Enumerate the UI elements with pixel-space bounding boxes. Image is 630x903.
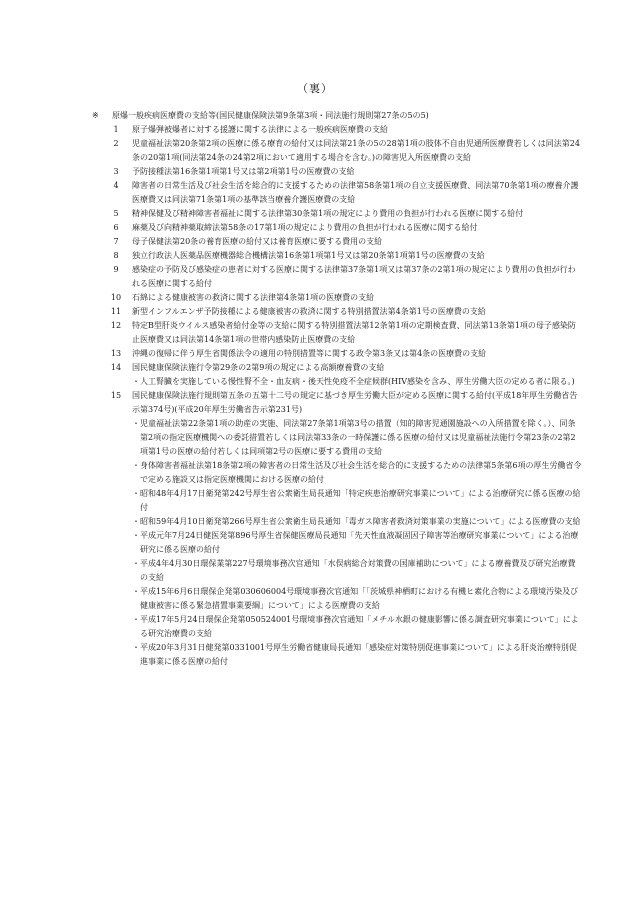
item-number: 3 <box>113 167 119 176</box>
item-text: 感染症の予防及び感染症の患者に対する医療に関する法律第37条第1項又は第37条の2第1項の規定により費用の負担が行われる医療に関する給付 <box>132 265 576 288</box>
bullet-text: 平成20年3月31日健発第0331001号厚生労働省健康局長通知「感染症対策特別促進事業について」による肝炎治療特別促進事業に係る医療の給付 <box>140 643 577 666</box>
bullet-dot: ・ <box>132 559 140 568</box>
bullet-text: 昭和59年4月10日衛発第266号厚生省公衆衛生局長通知「毒ガス障害者救済対策事業の実施について」による医療費の支給 <box>140 517 581 526</box>
list-item <box>96 221 582 235</box>
list-item <box>96 235 582 249</box>
sub-bullet <box>96 557 582 585</box>
list-item <box>96 361 582 375</box>
list-item <box>96 263 582 291</box>
list-item <box>96 389 582 417</box>
list-item <box>96 165 582 179</box>
list-item <box>96 123 582 137</box>
bullet-text: 平成17年5月24日環保企発第050524001号環境事務次官通知「メチル水銀の健康影響に係る調査研究事業について」による研究治療費の支給 <box>140 615 579 638</box>
item-text: 障害者の日常生活及び社会生活を総合的に支援するための法律第58条第1項の自立支援医療費、同法第70条第1項の療養介護医療費又は同法第71条第1項の基準該当療養介護医療費の支給 <box>132 181 579 204</box>
list-item <box>96 249 582 263</box>
bullet-text: 児童福祉法第22条第1項の助産の実施、同法第27条第1項第3号の措置（知的障害児通園施設への入所措置を除く。）、同条第2項の指定医療機関への委託措置若しくは同法第33条の一時保護に係る医療の給付又は児童福祉法施行令第23条の2第2項第1号の医療の給付若しくは同項第2号の医療に要する費用の支給 <box>140 419 576 456</box>
item-number: 6 <box>113 223 119 232</box>
item-number: 7 <box>113 237 119 246</box>
bullet-dot: ・ <box>132 643 140 652</box>
bullet-dot: ・ <box>132 531 140 540</box>
sub-bullet <box>96 487 582 515</box>
page-heading: （裏） <box>297 82 333 95</box>
item-number: 5 <box>113 209 119 218</box>
item-number: 15 <box>110 391 122 400</box>
sub-bullet <box>96 515 582 529</box>
item-number: 8 <box>113 251 119 260</box>
item-text: 国民健康保険法施行規則第五条の五第十二号の規定に基づき厚生労働大臣が定める医療に関する給付(平成18年厚生労働省告示第374号)(平成20年厚生労働省告示第231号) <box>132 391 578 414</box>
list-item <box>96 305 582 319</box>
bullet-text: 昭和48年4月17日衛発第242号厚生省公衆衛生局長通知「特定疾患治療研究事業について」による治療研究に係る医療の給付 <box>140 489 581 512</box>
item-text: 予防接種法第16条第1項第1号又は第2項第1号の医療費の支給 <box>132 167 355 176</box>
item-number: 12 <box>110 321 122 330</box>
item-text: 石綿による健康被害の救済に関する法律第4条第1項の医療費の支給 <box>132 293 375 302</box>
item-number: 14 <box>110 363 122 372</box>
sub-bullet <box>96 375 582 389</box>
item-number: 9 <box>113 265 119 274</box>
sub-bullet <box>96 613 582 641</box>
list-item <box>96 179 582 207</box>
bullet-text: 人工腎臓を実施している慢性腎不全・血友病・後天性免疫不全症候群(HIV感染を含み、厚生労働大臣の定める者に限る。) <box>140 377 575 386</box>
note-text: 原爆一般疾病医療費の支給等(国民健康保険法第9条第3項・同法施行規則第27条の5の5) <box>112 111 429 120</box>
list-item <box>96 347 582 361</box>
item-text: 母子保健法第20条の養育医療の給付又は養育医療に要する費用の支給 <box>132 237 383 246</box>
sub-bullet <box>96 417 582 459</box>
list-item <box>96 319 582 347</box>
item-number: 1 <box>113 125 119 134</box>
bullet-dot: ・ <box>132 517 140 526</box>
item-text: 独立行政法人医薬品医療機器総合機構法第16条第1項第1号又は第20条第1項第1号の医療費の支給 <box>132 251 485 260</box>
item-text: 原子爆弾被爆者に対する援護に関する法律による一般疾病医療費の支給 <box>132 125 388 134</box>
item-text: 特定B型肝炎ウイルス感染者給付金等の支給に関する特別措置法第12条第1項の定期検査費、同法第13条第1項の母子感染防止医療費又は同法第14条第1項の世帯内感染防止医療費の支給 <box>132 321 576 344</box>
benefit-list <box>92 109 582 669</box>
item-number: 10 <box>110 293 122 302</box>
bullet-text: 身体障害者福祉法第18条第2項の障害者の日常生活及び社会生活を総合的に支援するための法律第5条第6項の厚生労働省令で定める施設又は指定医療機関における医療の給付 <box>140 461 582 484</box>
list-item <box>96 291 582 305</box>
reference-mark: ※ <box>92 111 99 120</box>
sub-bullet <box>96 529 582 557</box>
list-item <box>96 207 582 221</box>
sub-bullet <box>96 585 582 613</box>
sub-bullet <box>96 459 582 487</box>
item-text: 新型インフルエンザ予防接種による健康被害の救済に関する特別措置法第4条第1号の医療費の支給 <box>132 307 486 316</box>
bullet-dot: ・ <box>132 587 140 596</box>
item-text: 児童福祉法第20条第2項の医療に係る療育の給付又は同法第21条の5の28第1項の肢体不自由児通所医療費若しくは同法第24条の20第1項(同法第24条の24第2項において適用する場合を含む。)の障害児入所医療費の支給 <box>132 139 580 162</box>
item-number: 4 <box>113 181 119 190</box>
bullet-text: 平成4年4月30日環保業第227号環境事務次官通知「水俣病総合対策費の国庫補助について」による療養費及び研究治療費の支給 <box>140 559 576 582</box>
bullet-dot: ・ <box>132 489 140 498</box>
item-text: 沖縄の復帰に伴う厚生省関係法令の適用の特別措置等に関する政令第3条又は第4条の医療費の支給 <box>132 349 487 358</box>
item-number: 13 <box>110 349 122 358</box>
bullet-text: 平成元年7月24日健医発第896号厚生省保健医療局長通知「先天性血液凝固因子障害等治療研究事業について」による治療研究に係る医療の給付 <box>140 531 579 554</box>
bullet-text: 平成15年6月6日環保企発第030606004号環境事務次官通知「「茨城県神栖町における有機ヒ素化合物による環境汚染及び健康被害に係る緊急措置事業要綱」について」による医療費の支給 <box>140 587 579 610</box>
bullet-dot: ・ <box>132 419 140 428</box>
item-number: 11 <box>110 307 122 316</box>
bullet-dot: ・ <box>132 377 140 386</box>
note-line <box>92 109 582 123</box>
item-text: 国民健康保険法施行令第29条の2第9項の規定による高額療養費の支給 <box>132 363 385 372</box>
list-item <box>96 137 582 165</box>
item-number: 2 <box>113 139 119 148</box>
sub-bullet <box>96 641 582 669</box>
item-text: 麻薬及び向精神薬取締法第58条の17第1項の規定により費用の負担が行われる医療に関する給付 <box>132 223 478 232</box>
item-text: 精神保健及び精神障害者福祉に関する法律第30条第1項の規定により費用の負担が行われる医療に関する給付 <box>132 209 524 218</box>
bullet-dot: ・ <box>132 461 140 470</box>
bullet-dot: ・ <box>132 615 140 624</box>
